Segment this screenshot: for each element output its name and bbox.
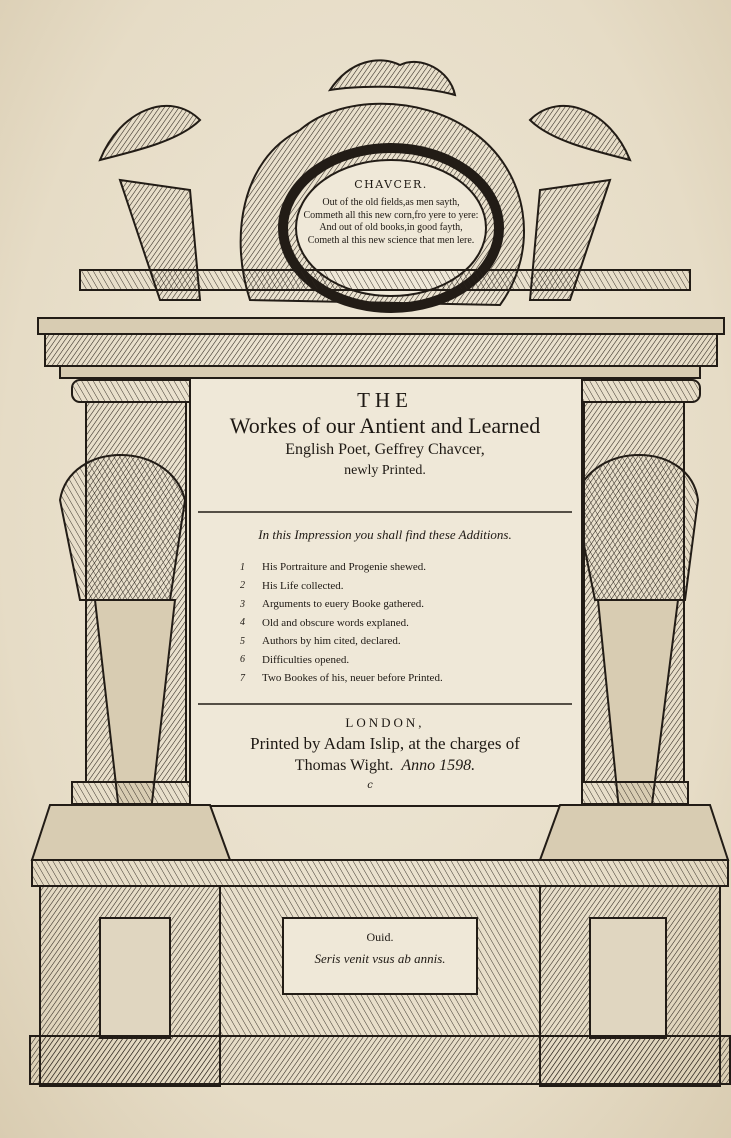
imprint	[196, 715, 574, 777]
signature-mark: c	[367, 780, 373, 791]
list-item	[240, 669, 570, 688]
verse-line: And out of old books,in good fayth,	[319, 222, 463, 233]
imprint-publisher-line	[196, 755, 574, 777]
verse-line: Cometh al this new science that men lere.	[307, 234, 475, 246]
item-number: 5	[240, 635, 245, 647]
title-line-2: English Poet, Geffrey Chavcer,	[285, 441, 485, 458]
additions-list	[240, 558, 570, 688]
list-item	[240, 558, 570, 577]
list-item	[240, 632, 570, 651]
title-block	[196, 388, 574, 481]
imprint-printer: Printed by Adam Islip, at the charges of	[250, 734, 520, 753]
imprint-year: Anno 1598.	[401, 757, 476, 774]
item-number: 6	[240, 654, 245, 666]
item-text: Difficulties opened.	[262, 653, 350, 666]
item-number: 1	[240, 561, 245, 573]
item-text: Two Bookes of his, neuer before Printed.	[262, 672, 443, 685]
cartouche-verse	[296, 178, 486, 247]
imprint-city: LONDON,	[345, 715, 425, 730]
item-text: Arguments to euery Booke gathered.	[262, 598, 425, 611]
item-text: Old and obscure words explaned.	[262, 616, 409, 629]
item-text: His Life collected.	[262, 579, 344, 592]
verse-line: Commeth all this new corn,fro yere to yere:	[303, 209, 479, 221]
list-item	[240, 577, 570, 596]
item-text: Authors by him cited, declared.	[262, 635, 401, 648]
motto-author: Ouid.	[366, 930, 394, 944]
item-text: His Portraiture and Progenie shewed.	[262, 561, 427, 574]
item-number: 7	[240, 672, 245, 684]
title-the: THE	[357, 388, 413, 412]
item-number: 3	[240, 598, 245, 610]
item-number: 2	[240, 580, 245, 592]
title-line-3: newly Printed.	[344, 463, 426, 478]
verse-line: Out of the old fields,as men sayth,	[322, 197, 460, 208]
entablature	[38, 270, 724, 378]
list-item	[240, 595, 570, 614]
title-line-1: Workes of our Antient and Learned	[229, 413, 541, 438]
left-column	[60, 380, 200, 820]
list-item	[240, 614, 570, 633]
motto	[286, 930, 474, 967]
additions-heading: In this Impression you shall find these Additions.	[258, 527, 512, 542]
cartouche-title: CHAVCER.	[354, 178, 428, 191]
motto-quote: Seris venit vsus ab annis.	[314, 951, 446, 966]
list-item	[240, 651, 570, 670]
item-number: 4	[240, 617, 245, 629]
imprint-publisher: Thomas Wight.	[294, 757, 394, 774]
